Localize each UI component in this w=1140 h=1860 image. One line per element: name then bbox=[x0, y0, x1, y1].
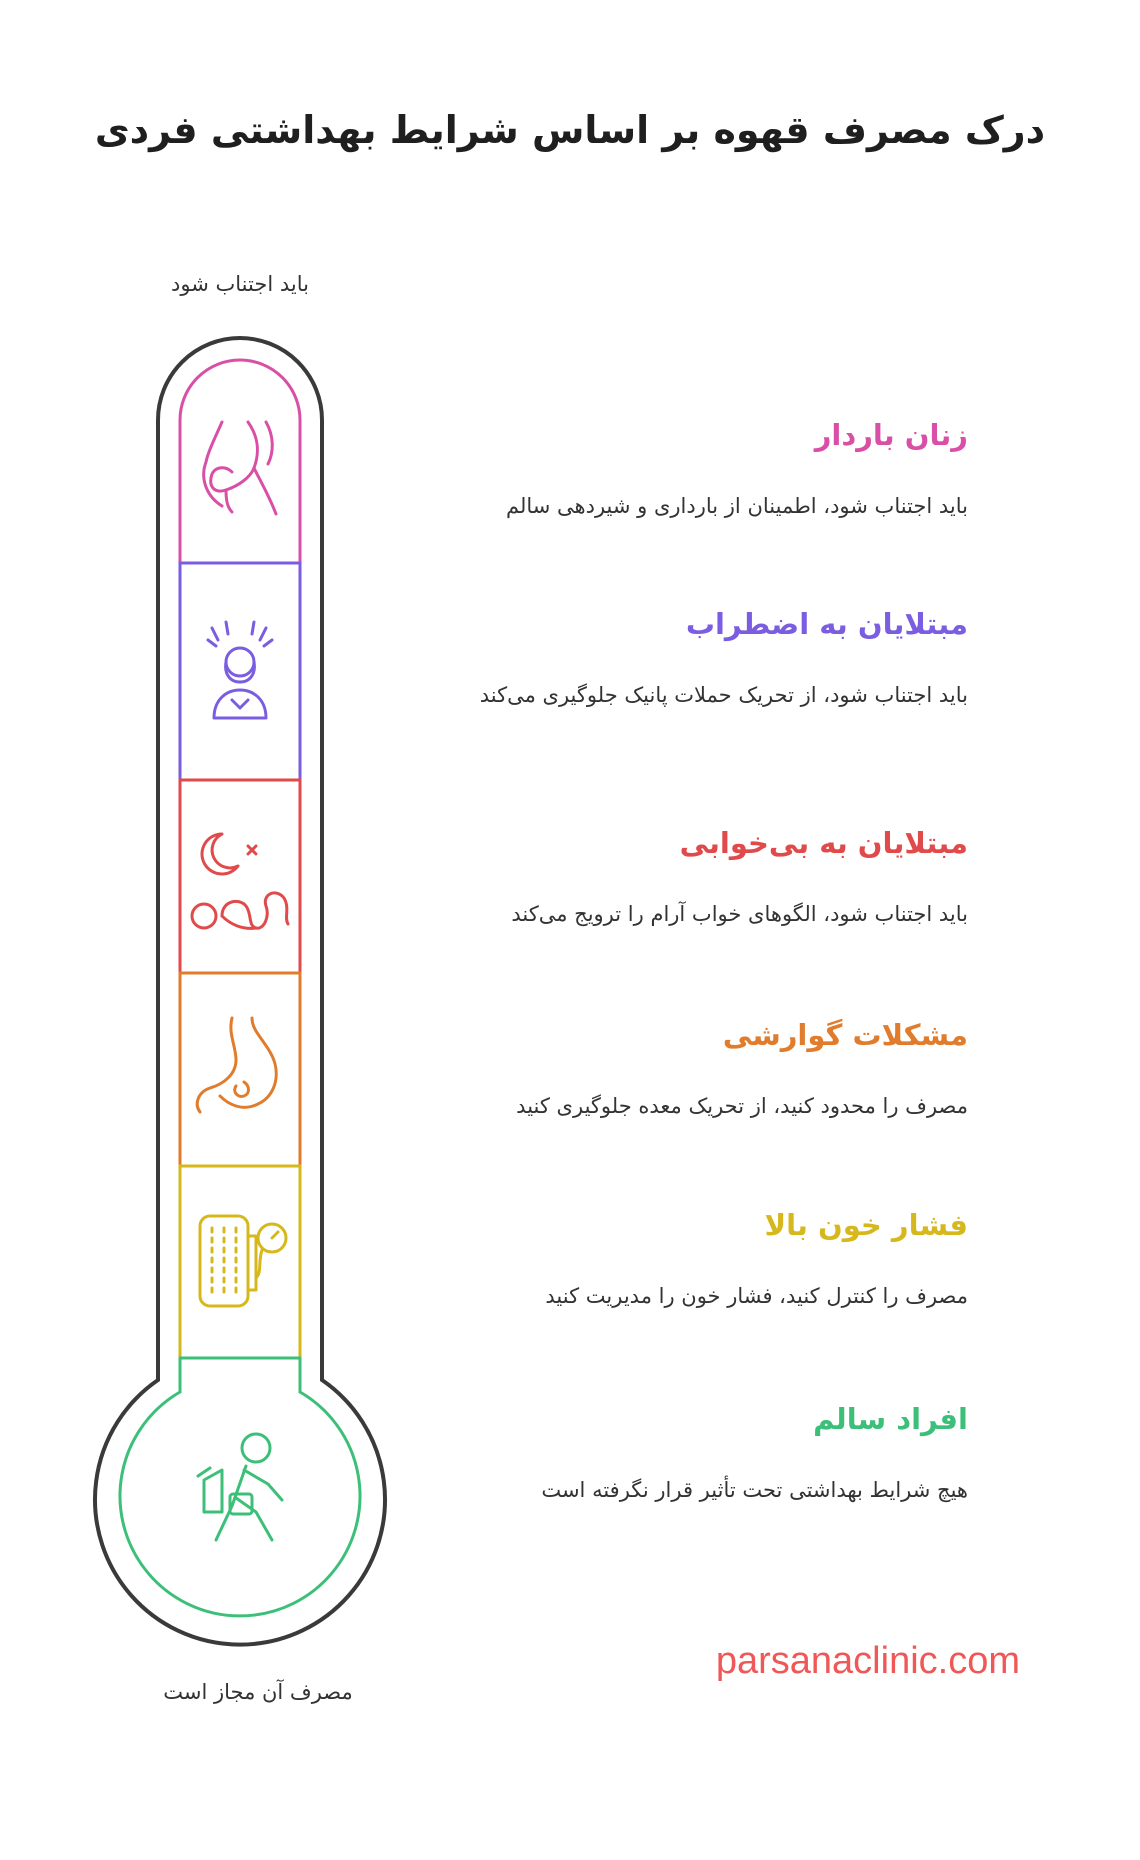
segment-digestive bbox=[180, 973, 300, 1166]
level-description: هیچ شرایط بهداشتی تحت تأثیر قرار نگرفته است bbox=[541, 1478, 968, 1502]
pregnant-woman-icon bbox=[204, 422, 276, 514]
anxious-person-icon bbox=[208, 622, 272, 718]
level-pregnant bbox=[408, 418, 968, 518]
level-heading: مبتلایان به بی‌خوابی bbox=[679, 826, 968, 860]
segment-insomnia bbox=[180, 780, 300, 973]
level-anxiety bbox=[408, 607, 968, 707]
level-digestive bbox=[408, 1018, 968, 1118]
level-blood-pressure bbox=[408, 1208, 968, 1308]
walking-person-icon bbox=[198, 1434, 282, 1540]
level-healthy bbox=[408, 1402, 968, 1502]
stomach-icon bbox=[197, 1018, 276, 1112]
insomnia-moon-icon bbox=[192, 834, 288, 928]
level-heading: مشکلات گوارشی bbox=[722, 1018, 968, 1052]
blood-pressure-icon bbox=[200, 1216, 286, 1306]
level-description: باید اجتناب شود، الگوهای خواب آرام را ترویج می‌کند bbox=[511, 902, 968, 926]
scale-top-label: باید اجتناب شود bbox=[171, 272, 309, 296]
level-description: مصرف را محدود کنید، از تحریک معده جلوگیری کنید bbox=[516, 1094, 968, 1118]
level-heading: افراد سالم bbox=[813, 1402, 968, 1436]
level-description: مصرف را کنترل کنید، فشار خون را مدیریت کنید bbox=[545, 1284, 968, 1308]
level-heading: فشار خون بالا bbox=[764, 1208, 968, 1242]
segment-blood-pressure bbox=[180, 1166, 300, 1358]
brand-link[interactable]: parsanaclinic.com bbox=[715, 1640, 1020, 1682]
segment-anxiety bbox=[180, 563, 300, 780]
level-description: باید اجتناب شود، اطمینان از بارداری و شیردهی سالم bbox=[505, 494, 968, 518]
level-description: باید اجتناب شود، از تحریک حملات پانیک جلوگیری می‌کند bbox=[479, 683, 968, 707]
segment-pregnant bbox=[180, 360, 300, 563]
scale-bottom-label: مصرف آن مجاز است bbox=[163, 1680, 353, 1704]
level-heading: زنان باردار bbox=[814, 418, 968, 452]
level-insomnia bbox=[408, 826, 968, 926]
thermometer-outline bbox=[95, 338, 385, 1645]
page-title: درک مصرف قهوه بر اساس شرایط بهداشتی فردی bbox=[94, 108, 1046, 152]
level-heading: مبتلایان به اضطراب bbox=[685, 607, 968, 641]
